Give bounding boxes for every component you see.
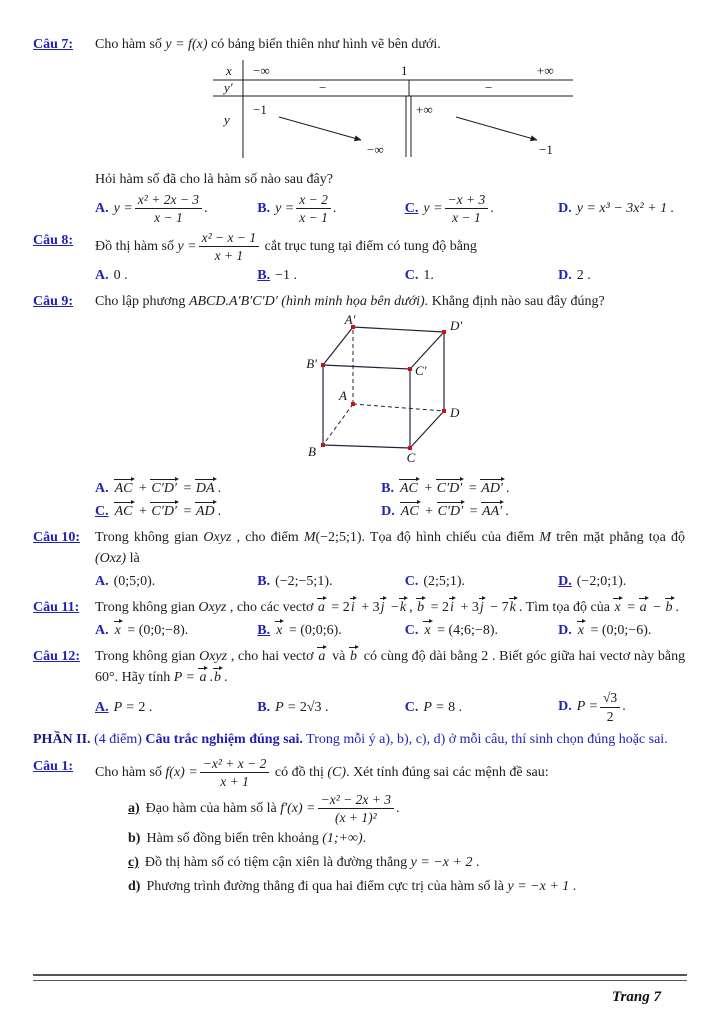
text-run: Đồ thị hàm số	[95, 239, 174, 255]
math-run: =	[627, 600, 636, 616]
vector-i: i	[449, 597, 457, 615]
question-12-label: Câu 12:	[33, 649, 81, 665]
math-expression: Oxyz	[203, 530, 232, 546]
vertex-label-b: B	[308, 444, 316, 460]
note-italic: (hình minh họa bên dưới).	[281, 294, 429, 310]
variation-table-figure	[213, 60, 685, 167]
footer-rule-thick	[33, 974, 687, 976]
fraction: $\frac{\text{−x² + x − 2}}{x + 1}$	[200, 756, 270, 789]
math-expression: ABCD.A′B′C′D′	[188, 294, 278, 310]
vector-k: k	[509, 597, 519, 615]
cube-svg	[303, 315, 481, 467]
option-b	[257, 571, 405, 592]
option-letter: D.	[558, 268, 572, 284]
math-run: −	[653, 600, 661, 616]
math-expression: P =	[275, 699, 297, 715]
vector-a: a	[317, 646, 328, 664]
cube-hidden-edges	[323, 327, 444, 445]
option-letter-correct: C.	[404, 200, 419, 216]
math-expression: M	[539, 530, 552, 546]
question-7-intro	[95, 34, 685, 55]
vertex-label-b-prime: B′	[306, 356, 317, 372]
math-expression: Oxyz	[199, 649, 228, 665]
bbt-x-label: x	[226, 63, 232, 78]
bbt-sign-left: −	[319, 80, 327, 95]
question-10	[33, 527, 685, 592]
text-run: Trong không gian	[95, 530, 199, 546]
statement-c-key: c)	[128, 855, 139, 871]
text-run: −1 .	[275, 268, 297, 284]
vertex-label-a: A	[339, 388, 347, 404]
decreasing-arrow-right	[456, 117, 537, 140]
operator: =	[469, 504, 478, 520]
vector-ac: AC	[400, 501, 422, 519]
text-run: có đồ thị	[274, 764, 324, 780]
vector-b: b	[665, 597, 676, 615]
text-run: , cho hai vectơ	[230, 649, 314, 665]
text-run: Hàm số đồng biến trên khoảng	[146, 831, 319, 847]
option-letter: B.	[257, 699, 271, 715]
text-run: .	[217, 481, 222, 497]
vector-j: j	[380, 597, 388, 615]
option-b	[257, 192, 405, 225]
vector-b: b	[416, 597, 427, 615]
question-10-intro	[95, 527, 685, 569]
part2-question-1-intro	[95, 756, 685, 789]
punctuation: .	[475, 855, 480, 871]
vector-cpdp: C′D′	[437, 501, 467, 519]
math-run: − 7	[490, 600, 509, 616]
option-c	[405, 571, 558, 592]
coordinate-tuple: (−2;−5;1).	[275, 574, 333, 590]
punctuation: .	[518, 600, 523, 616]
math-expression: y =	[423, 200, 443, 216]
option-letter: D.	[558, 623, 572, 639]
math-expression: f(x) =	[165, 764, 198, 780]
question-12-intro	[95, 646, 685, 688]
question-9-intro	[95, 291, 685, 312]
operator: +	[424, 481, 433, 497]
vector-result: DA	[195, 478, 218, 496]
option-d	[381, 501, 667, 522]
option-a	[95, 697, 257, 718]
option-letter-correct: D.	[558, 574, 572, 590]
option-letter: D.	[381, 504, 395, 520]
text-run: .	[505, 504, 509, 520]
question-11-body	[95, 597, 685, 641]
bbt-y-bottom-left: −∞	[367, 142, 384, 157]
text-run: , cho các vectơ	[229, 600, 314, 616]
question-8	[33, 230, 685, 286]
option-letter-correct: B.	[257, 623, 271, 639]
math-run: −	[391, 600, 399, 616]
text-run: .	[332, 200, 337, 216]
option-letter-correct: A.	[95, 699, 109, 715]
vector-cpdp: C′D′	[150, 478, 180, 496]
option-letter: B.	[257, 574, 271, 590]
page-footer	[33, 974, 687, 1009]
statement-d-key: d)	[128, 879, 141, 895]
question-7	[33, 34, 685, 225]
footer-rule-thin	[33, 980, 687, 981]
math-expression: y = −x + 2	[410, 855, 473, 871]
vector-a: a	[198, 667, 209, 685]
text-run: Đồ thị hàm số có tiệm cận xiên là đường thẳng	[144, 855, 408, 871]
operator: +	[139, 504, 147, 520]
question-10-body	[95, 527, 685, 592]
bbt-y-label: y	[224, 112, 230, 127]
punctuation: .	[622, 699, 626, 715]
statement-a	[128, 792, 685, 825]
option-letter: D.	[558, 201, 572, 217]
question-8-body	[95, 230, 685, 286]
math-expression: y =	[275, 200, 295, 216]
operator: +	[425, 504, 434, 520]
vector-result: AD′	[480, 478, 506, 496]
math-run: + 3	[361, 600, 380, 616]
math-run: + 3	[460, 600, 479, 616]
text-run: Tìm tọa độ của	[525, 600, 610, 616]
value: 2 .	[138, 699, 153, 715]
bbt-x-mid: 1	[401, 63, 408, 78]
math-expression: (1;+∞)	[322, 831, 363, 847]
vector-x: x	[275, 620, 285, 638]
vector-a: a	[639, 597, 650, 615]
coordinate-tuple: = (0;0;6).	[288, 623, 342, 639]
question-9	[33, 291, 685, 522]
fraction: $\frac{-x + 3}{x - 1}$	[445, 192, 489, 225]
text-run: Khẳng định nào sau đây đúng?	[431, 294, 605, 310]
text-run: . Xét tính đúng sai các mệnh đề sau:	[346, 764, 549, 780]
text-run: Cho hàm số	[95, 37, 162, 52]
math-run: = 2	[430, 600, 450, 616]
part2-heading	[33, 729, 685, 750]
text-run: là	[129, 551, 140, 567]
math-expression: P =	[576, 699, 599, 715]
page-number: Trang 7	[611, 988, 661, 1005]
bbt-yprime-label: y′	[224, 80, 233, 95]
question-12	[33, 646, 685, 723]
vertex-label-c-prime: C′	[415, 363, 427, 379]
question-12-options	[95, 690, 685, 723]
option-letter: C.	[404, 623, 419, 639]
option-b	[257, 697, 405, 718]
bbt-x-left: −∞	[253, 63, 270, 78]
punctuation: .	[396, 800, 400, 816]
punctuation: .	[675, 600, 679, 616]
fraction: $\frac{\text{−x² − 2x + 3}}{\text{(x + 1)²}}$	[318, 792, 394, 825]
statement-c	[128, 852, 685, 873]
option-d	[558, 198, 685, 219]
option-a	[95, 571, 257, 592]
coordinate-tuple: (0;5;0).	[113, 574, 156, 590]
option-letter-correct: C.	[95, 504, 109, 520]
operator: =	[183, 504, 192, 520]
value: 2√3 .	[299, 699, 329, 715]
question-10-label: Câu 10:	[33, 530, 81, 546]
option-letter: B.	[257, 200, 271, 216]
text-run: cắt trục tung tại điểm có tung độ bằng	[264, 239, 477, 255]
math-expression: M	[303, 530, 316, 546]
option-b	[257, 620, 405, 641]
bbt-y-bottom-right: −1	[539, 142, 553, 157]
bbt-sign-right: −	[485, 80, 493, 95]
option-letter: A.	[95, 268, 109, 284]
question-9-label: Câu 9:	[33, 294, 74, 310]
bbt-y-top-left: −1	[253, 102, 267, 117]
question-10-options	[95, 571, 685, 592]
math-expression: y = x³ − 3x² + 1 .	[576, 201, 675, 217]
option-letter: A.	[95, 200, 109, 216]
question-11-intro	[95, 597, 685, 618]
math-expression: y = −x + 1	[507, 879, 570, 895]
vector-result: AA′	[481, 501, 505, 519]
statements	[95, 792, 685, 897]
vector-ac: AC	[399, 478, 421, 496]
vector-k: k	[399, 597, 409, 615]
question-9-body	[95, 291, 685, 522]
vector-ac: AC	[114, 478, 136, 496]
statement-a-key: a)	[128, 800, 140, 816]
operator: +	[139, 481, 147, 497]
vertex-label-d-prime: D′	[450, 318, 463, 334]
statement-b	[128, 828, 685, 849]
value: 8 .	[448, 699, 463, 715]
option-letter: C.	[404, 574, 419, 590]
text-run: 2 .	[576, 268, 591, 284]
option-c	[95, 501, 381, 522]
option-letter: D.	[558, 699, 572, 715]
cube-figure	[303, 315, 685, 474]
option-a	[95, 478, 381, 499]
bbt-x-right: +∞	[537, 63, 554, 78]
text-run: trên mặt phẳng tọa độ	[556, 530, 686, 546]
text-run: .	[217, 504, 222, 520]
part2-question-1-label: Câu 1:	[33, 758, 74, 774]
text-run: có cùng độ dài bằng 2 . Biết góc giữa hai vectơ này bằng 60°. Hãy tính	[95, 649, 686, 686]
option-letter: A.	[95, 574, 109, 590]
part2-question-1-body	[95, 756, 685, 900]
option-a	[95, 620, 257, 641]
option-letter: A.	[95, 623, 109, 639]
question-11	[33, 597, 685, 641]
vector-b: b	[349, 646, 360, 664]
statement-d	[128, 876, 685, 897]
math-expression: P =	[173, 670, 195, 686]
vector-b: b	[213, 667, 224, 685]
punctuation: .	[223, 670, 228, 686]
operator: =	[183, 481, 192, 497]
operator: .	[209, 670, 213, 686]
math-expression: (C)	[327, 764, 347, 780]
option-letter: C.	[404, 699, 419, 715]
question-9-options-row-1	[95, 478, 685, 499]
vertex-label-d: D	[450, 405, 460, 421]
vector-x: x	[613, 597, 623, 615]
question-11-options	[95, 620, 685, 641]
part2-description: Trong mỗi ý a), b), c), d) ở mỗi câu, thí sinh chọn đúng hoặc sai.	[306, 731, 668, 747]
question-7-label: Câu 7:	[33, 37, 74, 52]
text-run: . Tọa độ hình chiếu của điểm	[361, 530, 535, 546]
text-run: , cho điểm	[236, 530, 299, 546]
question-7-prompt: Hỏi hàm số đã cho là hàm số nào sau đây?	[95, 172, 333, 187]
coordinate-tuple: (2;5;1).	[423, 574, 465, 590]
option-letter: C.	[404, 268, 419, 284]
vertex-label-c: C	[406, 450, 416, 466]
math-expression: y =	[177, 239, 197, 255]
statement-b-key: b)	[128, 831, 141, 847]
punctuation: .	[572, 879, 577, 895]
vector-a: a	[317, 597, 328, 615]
text-run: có bảng biến thiên như hình vẽ bên dưới.	[210, 37, 441, 52]
math-expression: (Oxz)	[95, 551, 127, 567]
fraction: $\frac{\text{x² − x − 1}}{x + 1}$	[199, 230, 260, 263]
fraction: $\frac{√3}{2}$	[600, 690, 620, 723]
text-run: Đạo hàm của hàm số là	[145, 800, 277, 816]
part2-question-1	[33, 756, 685, 900]
text-run: 0 .	[113, 268, 128, 284]
vector-x: x	[114, 620, 124, 638]
math-run: = 2	[331, 600, 350, 616]
math-expression: y = f(x)	[165, 37, 208, 52]
question-8-options	[95, 265, 685, 286]
text-run: .	[204, 200, 208, 216]
text-run: Phương trình đường thẳng đi qua hai điểm cực trị của hàm số là	[146, 879, 505, 895]
vector-i: i	[350, 597, 358, 615]
vector-j: j	[479, 597, 487, 615]
operator: =	[468, 481, 477, 497]
question-7-body	[95, 34, 685, 225]
option-d	[558, 265, 685, 286]
vertex-label-a-prime: A′	[344, 315, 356, 328]
part2-subtitle: Câu trắc nghiệm đúng sai.	[145, 731, 303, 747]
part2-points: (4 điểm)	[94, 731, 142, 747]
option-a	[95, 265, 257, 286]
text-run: .	[506, 481, 510, 497]
coordinate-tuple: (−2;5;1)	[315, 530, 362, 546]
bbt-y-top-right: +∞	[416, 102, 433, 117]
coordinate-tuple: = (0;0;−8).	[127, 623, 189, 639]
coordinate-tuple: = (0;0;−6).	[590, 623, 652, 639]
question-7-options	[95, 192, 685, 225]
option-c	[405, 265, 558, 286]
fraction: $\frac{x - 2}{x - 1}$	[296, 192, 331, 225]
question-9-options-row-2	[95, 501, 685, 522]
text-run: và	[332, 649, 346, 665]
math-expression: P =	[113, 699, 135, 715]
option-d	[558, 690, 685, 723]
option-letter: B.	[381, 481, 394, 497]
vector-x: x	[423, 620, 433, 638]
coordinate-tuple: (−2;0;1).	[576, 574, 627, 590]
math-expression: P =	[423, 699, 445, 715]
option-letter-correct: B.	[257, 268, 271, 284]
punctuation: ,	[409, 600, 413, 616]
text-run: Trong không gian	[95, 600, 195, 616]
math-expression: f′(x) =	[280, 800, 316, 816]
math-expression: Oxyz	[198, 600, 227, 616]
vector-cpdp: C′D′	[150, 501, 180, 519]
vector-cpdp: C′D′	[436, 478, 466, 496]
vector-result: AD	[195, 501, 218, 519]
option-c	[405, 192, 558, 225]
question-8-label: Câu 8:	[33, 233, 74, 249]
punctuation: .	[362, 831, 367, 847]
variation-table-svg	[213, 60, 573, 160]
option-c	[405, 697, 558, 718]
coordinate-tuple: = (4;6;−8).	[437, 623, 498, 639]
text-run: Cho hàm số	[95, 764, 162, 780]
option-b	[257, 265, 405, 286]
text-run: 1.	[423, 268, 434, 284]
question-8-intro	[95, 230, 685, 263]
text-run: Cho lập phương	[95, 294, 186, 310]
option-c	[405, 620, 558, 641]
text-run: .	[490, 200, 494, 216]
question-11-label: Câu 11:	[33, 600, 80, 616]
option-b	[381, 478, 667, 499]
decreasing-arrow-left	[279, 117, 361, 140]
math-expression: y =	[113, 200, 133, 216]
part2-title: PHẦN II.	[33, 731, 91, 747]
fraction: $\frac{\text{x² + 2x − 3}}{x - 1}$	[135, 192, 202, 225]
vector-ac: AC	[114, 501, 136, 519]
option-letter: A.	[95, 481, 109, 497]
question-12-body	[95, 646, 685, 723]
option-d	[558, 571, 685, 592]
vector-x: x	[577, 620, 587, 638]
option-d	[558, 620, 685, 641]
option-a	[95, 192, 257, 225]
text-run: Trong không gian	[95, 649, 196, 665]
